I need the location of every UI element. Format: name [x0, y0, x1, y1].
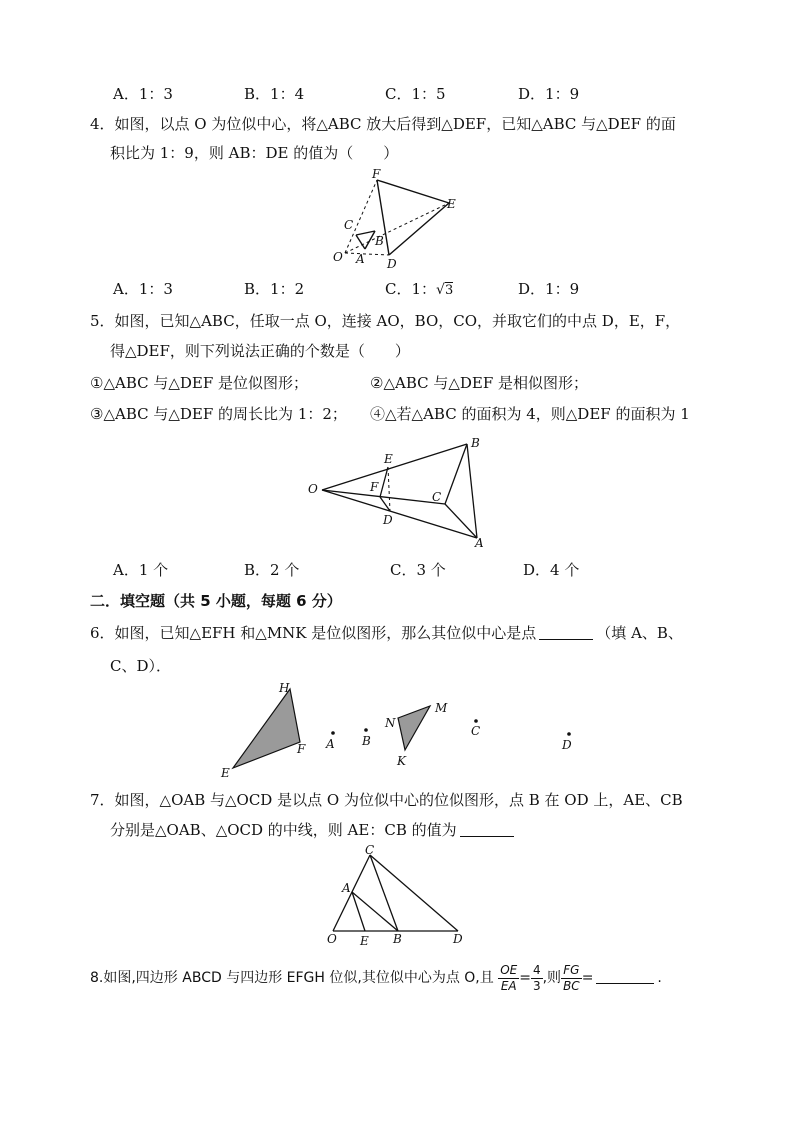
section-heading: 二．填空题（共 5 小题，每题 6 分）: [90, 592, 342, 610]
q5-dash-ed: [388, 467, 390, 511]
q5-line-ob: [322, 444, 467, 490]
q4-edge-ba: [365, 231, 375, 249]
q8-text-b: ,则: [542, 970, 562, 986]
q4-label-a: A: [356, 252, 365, 266]
q4-question-line2: 积比为 1：9，则 AB：DE 的值为（ ）: [110, 144, 399, 162]
q8-fraction-4-3: [531, 963, 543, 994]
q4-edge-fe: [377, 180, 449, 203]
q4-edge-ed: [389, 203, 449, 255]
q6-label-c: C: [471, 724, 481, 738]
q5-statement-3: ③△ABC 与△DEF 的周长比为 1：2；: [90, 405, 347, 423]
q5-option-c: C．3 个: [390, 561, 446, 579]
q7-question-line2: [110, 820, 517, 840]
q4-option-c: [385, 279, 453, 301]
q4-label-c: C: [344, 218, 354, 232]
q7-label-d: D: [453, 932, 463, 946]
q6-answer-blank[interactable]: [539, 625, 593, 640]
q4-label-d: D: [387, 257, 397, 271]
q6-label-m: M: [435, 701, 448, 715]
q5-statement-1: ①△ABC 与△DEF 是位似图形；: [90, 374, 309, 392]
q6-label-d: D: [562, 738, 572, 752]
q8-end: .: [657, 970, 662, 986]
q3-option-d: D．1：9: [518, 85, 580, 103]
q6-figure: [215, 680, 585, 785]
q7-answer-blank[interactable]: [460, 822, 514, 837]
q5-option-b: B．2 个: [244, 561, 300, 579]
q6-point-c: [474, 719, 478, 723]
q8-frac2-num: 4: [532, 962, 541, 977]
q6-label-f: F: [297, 742, 306, 756]
q6-triangle-efh: [233, 689, 300, 768]
q8-frac1-num: OE: [500, 962, 518, 977]
q8-frac2-den: 3: [532, 978, 541, 993]
q5-label-d: D: [383, 513, 393, 527]
q6-point-d: [567, 732, 571, 736]
q7-label-e: E: [360, 934, 369, 948]
q8-question: [90, 962, 662, 994]
q6-label-a: A: [326, 737, 335, 751]
q6-label-k: K: [397, 754, 406, 768]
q4-label-b: B: [375, 234, 384, 248]
q4-option-d: D．1：9: [518, 280, 580, 298]
q6-question-line1: [90, 623, 683, 643]
q7-figure: [318, 842, 468, 950]
q8-frac1-den: EA: [500, 978, 517, 993]
q7-line-oc: [333, 855, 370, 931]
q5-statement-2: ②△ABC 与△DEF 是相似图形；: [370, 374, 589, 392]
q5-label-a: A: [475, 536, 484, 550]
q4-option-c-label: C．1：: [385, 280, 437, 298]
q6-label-e: E: [221, 766, 230, 780]
q6-label-n: N: [385, 716, 396, 730]
q6-triangle-mnk: [398, 706, 430, 750]
q4-label-e: E: [447, 197, 456, 211]
q6-text-a: 6．如图，已知△EFH 和△MNK 是位似图形，那么其位似中心是点: [90, 624, 537, 642]
q5-label-c: C: [432, 490, 442, 504]
q8-frac3-num: FG: [561, 963, 582, 979]
q5-option-a: A．1 个: [113, 561, 169, 579]
q6-point-b: [364, 728, 368, 732]
q4-option-b: B．1：2: [244, 280, 305, 298]
q8-text-a: 8.如图,四边形 ABCD 与四边形 EFGH 位似,其位似中心为点 O,且: [90, 970, 494, 986]
q5-label-o: O: [308, 482, 318, 496]
q7-label-c: C: [365, 843, 375, 857]
q7-label-b: B: [393, 932, 402, 946]
q4-label-f: F: [372, 167, 381, 181]
q6-label-b: B: [362, 734, 371, 748]
q7-question-line1: 7．如图，△OAB 与△OCD 是以点 O 为位似中心的位似图形，点 B 在 OD 上，AE、CB: [90, 791, 683, 809]
q4-figure: [325, 165, 465, 275]
q6-point-a: [331, 731, 335, 735]
q5-label-b: B: [471, 436, 480, 450]
q4-option-c-radicand: 3: [444, 283, 454, 298]
q8-answer-blank[interactable]: [596, 969, 654, 984]
q8-eq1: =: [519, 970, 531, 986]
q7-text: 分别是△OAB、△OCD 的中线，则 AE：CB 的值为: [110, 821, 457, 839]
sqrt-icon: √: [436, 282, 445, 298]
q4-dash-od: [345, 253, 389, 255]
q8-fraction-oe-ea: [498, 963, 519, 994]
q4-question-line1: 4．如图，以点 O 为位似中心，将△ABC 放大后得到△DEF，已知△ABC 与△DEF 的面: [90, 115, 676, 133]
q7-label-o: O: [327, 932, 337, 946]
q7-line-cd: [370, 855, 458, 931]
q6-question-line2: C、D）．: [110, 657, 172, 675]
q4-label-o: O: [333, 250, 343, 264]
q5-question-line2: 得△DEF，则下列说法正确的个数是（ ）: [110, 342, 410, 360]
q3-option-a: A．1：3: [113, 85, 173, 103]
q5-edge-bc: [445, 444, 467, 504]
q5-option-d: D．4 个: [523, 561, 580, 579]
q3-option-b: B．1：4: [244, 85, 305, 103]
q8-fraction-fg-bc: [561, 963, 582, 994]
q5-label-f: F: [370, 480, 379, 494]
q6-text-b: （填 A、B、: [596, 624, 683, 642]
q6-label-h: H: [279, 681, 290, 695]
q4-dash-oe: [345, 203, 449, 253]
q5-label-e: E: [384, 452, 393, 466]
q5-edge-ba: [467, 444, 477, 538]
q5-statement-4: ④△若△ABC 的面积为 4，则△DEF 的面积为 1: [370, 405, 690, 423]
q5-figure: [300, 434, 500, 552]
q8-eq2: =: [581, 970, 594, 986]
q4-option-a: A．1：3: [113, 280, 173, 298]
q7-label-a: A: [342, 881, 351, 895]
q3-option-c: C．1：5: [385, 85, 446, 103]
q5-question-line1: 5．如图，已知△ABC，任取一点 O，连接 AO，BO，CO，并取它们的中点 D，E，F，: [90, 312, 681, 330]
q4-edge-cb: [356, 231, 375, 235]
q8-frac3-den: BC: [563, 978, 580, 993]
